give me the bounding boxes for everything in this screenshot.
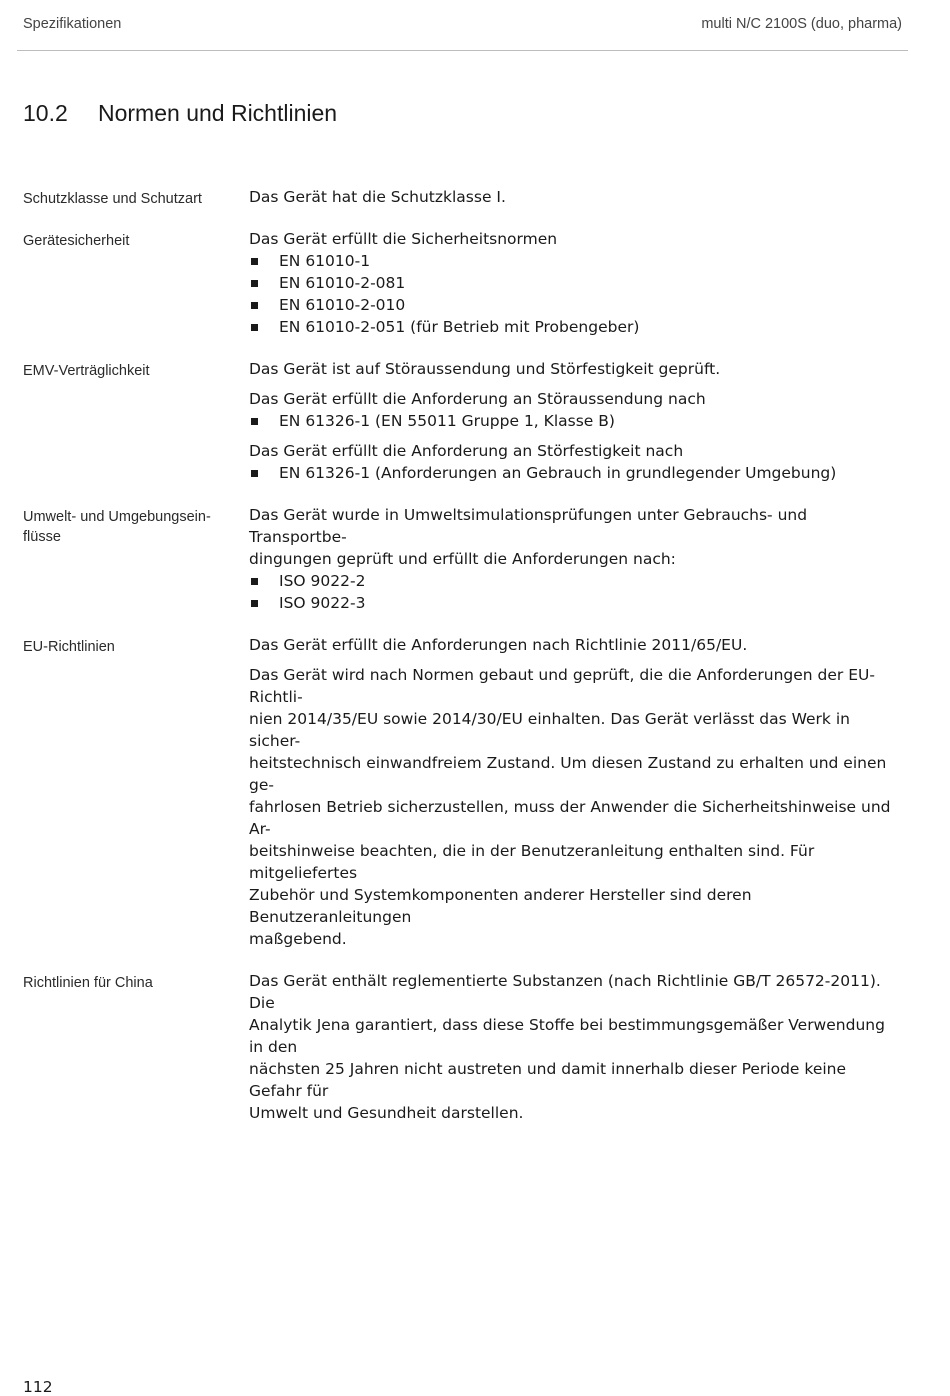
- header-product-name: multi N/C 2100S (duo, pharma): [701, 16, 902, 32]
- row-content: [249, 228, 903, 338]
- row-content: [249, 358, 903, 484]
- header-chapter-title: Spezifikationen: [23, 16, 122, 32]
- section-heading: [23, 100, 337, 127]
- paragraph: Das Gerät enthält reglementierte Substanzen (nach Richtlinie GB/T 26572-2011). Die Analytik Jena garantiert, dass diese Stoffe bei bestimmungsgemäßer Verwendung in den nächsten 25 Jahren nicht austreten und damit innerhalb dieser Periode keine Gefahr für Umwelt und Gesundheit darstellen.: [249, 972, 885, 1122]
- bullet-list: [249, 570, 903, 614]
- paragraph: Das Gerät wird nach Normen gebaut und geprüft, die die Anforderungen der EU-Richtli- nien 2014/35/EU sowie 2014/30/EU einhalten. Das Gerät verlässt das Werk in sicher- heitstechnisch einwandfreiem Zustand. Um diesen Zustand zu erhalten und einen ge- fahrlosen Betrieb sicherzustellen, muss der Anwender die Sicherheitshinweise und Ar- beitshinweise beachten, die in der Benutzeranleitung enthalten sind. Für mitgeliefertes Zubehör und Systemkomponenten anderer Hersteller sind deren Benutzeranleitungen maßgebend.: [249, 666, 891, 948]
- paragraph-group: [249, 440, 903, 484]
- page-number: 112: [23, 1378, 53, 1396]
- row-label: Schutzklasse und Schutzart: [23, 191, 202, 207]
- paragraph-group: [249, 970, 903, 1124]
- spec-row: [23, 504, 903, 614]
- paragraph-group: [249, 228, 903, 338]
- bullet-list: [249, 250, 903, 338]
- list-item: EN 61010-2-081: [249, 272, 903, 294]
- list-item: EN 61326-1 (EN 55011 Gruppe 1, Klasse B): [249, 410, 903, 432]
- page-header: [17, 0, 908, 51]
- list-item: EN 61326-1 (Anforderungen an Gebrauch in grundlegender Umgebung): [249, 462, 903, 484]
- row-label: EMV-Verträglichkeit: [23, 363, 150, 379]
- list-item: ISO 9022-2: [249, 570, 903, 592]
- paragraph-group: [249, 388, 903, 432]
- spec-row: [23, 186, 903, 208]
- row-label: Richtlinien für China: [23, 975, 153, 991]
- paragraph-group: [249, 664, 903, 950]
- paragraph: Das Gerät erfüllt die Anforderungen nach Richtlinie 2011/65/EU.: [249, 636, 748, 654]
- paragraph-group: [249, 186, 903, 208]
- list-item: EN 61010-2-051 (für Betrieb mit Probengeber): [249, 316, 903, 338]
- spec-table: [23, 186, 903, 1144]
- paragraph: Das Gerät erfüllt die Anforderung an Störfestigkeit nach: [249, 442, 684, 460]
- spec-row: [23, 228, 903, 338]
- list-item: EN 61010-2-010: [249, 294, 903, 316]
- row-label: EU-Richtlinien: [23, 639, 115, 655]
- paragraph: Das Gerät ist auf Störaussendung und Störfestigkeit geprüft.: [249, 360, 721, 378]
- list-item: EN 61010-1: [249, 250, 903, 272]
- row-content: [249, 504, 903, 614]
- paragraph-group: [249, 358, 903, 380]
- row-content: [249, 634, 903, 950]
- paragraph-group: [249, 634, 903, 656]
- bullet-list: [249, 410, 903, 432]
- paragraph-group: [249, 504, 903, 614]
- spec-row: [23, 634, 903, 950]
- row-label: Umwelt- und Umgebungsein- flüsse: [23, 509, 211, 545]
- section-title: Normen und Richtlinien: [98, 100, 338, 126]
- list-item: ISO 9022-3: [249, 592, 903, 614]
- paragraph: Das Gerät wurde in Umweltsimulationsprüfungen unter Gebrauchs- und Transportbe- dingungen geprüft und erfüllt die Anforderungen nach:: [249, 506, 808, 568]
- section-number: 10.2: [23, 100, 68, 126]
- paragraph: Das Gerät erfüllt die Anforderung an Störaussendung nach: [249, 390, 706, 408]
- row-content: [249, 186, 903, 208]
- row-content: [249, 970, 903, 1124]
- paragraph: Das Gerät erfüllt die Sicherheitsnormen: [249, 230, 558, 248]
- paragraph: Das Gerät hat die Schutzklasse I.: [249, 188, 506, 206]
- bullet-list: [249, 462, 903, 484]
- spec-row: [23, 970, 903, 1124]
- spec-row: [23, 358, 903, 484]
- row-label: Gerätesicherheit: [23, 233, 130, 249]
